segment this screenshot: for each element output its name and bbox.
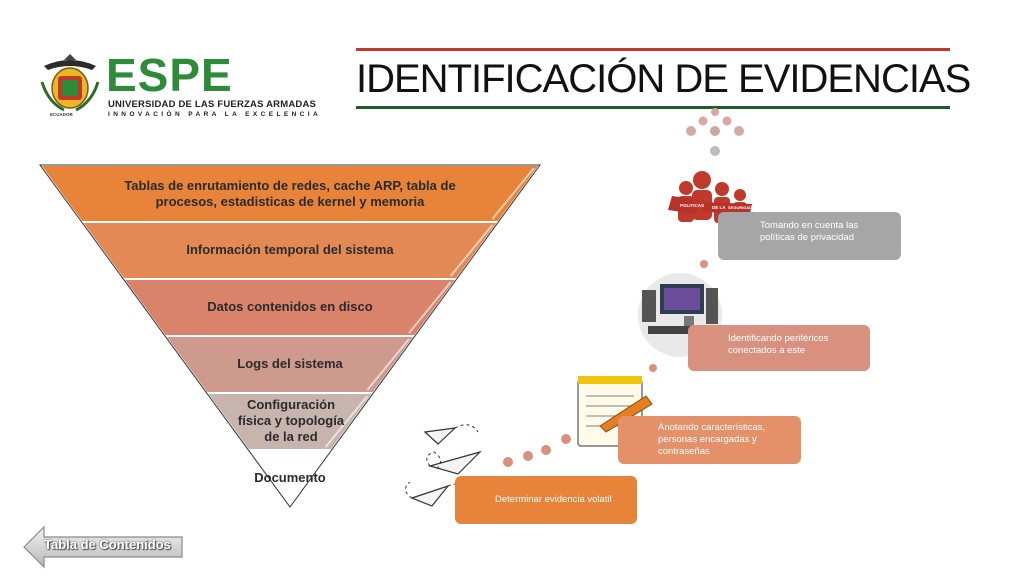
pyramid-level-6: Documento [254,470,326,485]
step-box-peripherals [688,325,870,371]
emblem-country: ECUADOR [50,112,73,117]
pyramid-level-1: Tablas de enrutamiento de redes, cache ARP, tabla de procesos, estadisticas de kernel y memoria [124,178,456,209]
sign-text-middle: DE LA [712,205,726,210]
pyramid-level-3: Datos contenidos en disco [207,299,373,314]
sign-text-left: POLITICAS [680,203,705,208]
step-box-annotate [618,416,801,464]
step-text: Tomando en cuenta las políticas de privacidad [760,220,859,243]
page-title: IDENTIFICACIÓN DE EVIDENCIAS [356,57,971,101]
step-box-volatile [455,476,637,524]
step-text: Identificando periféricos conectados a este [728,333,829,356]
step-box-privacy [718,212,901,260]
university-name: UNIVERSIDAD DE LAS FUERZAS ARMADAS [108,99,317,110]
sign-text-right: SEGURIDAD [728,205,753,210]
back-button-label[interactable]: Tabla de Contenidos [44,537,171,552]
pyramid-level-5: Configuración física y topología de la red [237,397,345,444]
step-text: Determinar evidencia volatil [495,494,612,505]
pyramid-level-4: Logs del sistema [237,356,343,371]
espe-wordmark: ESPE [106,49,233,101]
step-text: Anotando características, personas encargadas y contraseñas [658,422,766,457]
university-motto: INNOVACIÓN PARA LA EXCELENCIA [108,111,322,118]
pyramid-level-2: Información temporal del sistema [186,242,394,257]
